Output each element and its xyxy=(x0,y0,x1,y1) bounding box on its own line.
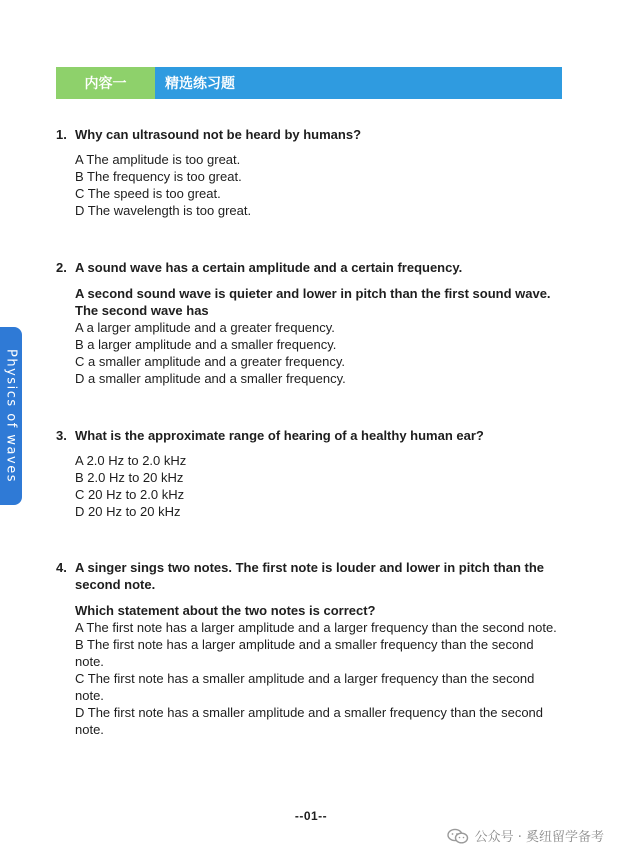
question-number: 3. xyxy=(56,428,67,443)
chapter-side-tab-label: Physics of waves xyxy=(3,349,19,483)
question-text: What is the approximate range of hearing of a healthy human ear? xyxy=(75,428,484,443)
section-title: 精选练习题 xyxy=(155,67,562,99)
question-number: 2. xyxy=(56,260,67,275)
option-a: A a larger amplitude and a greater frequency. xyxy=(75,320,335,335)
option-c: C a smaller amplitude and a greater frequency. xyxy=(75,354,346,369)
question-text: A sound wave has a certain amplitude and a certain frequency. xyxy=(75,260,463,275)
question-4 xyxy=(56,559,566,738)
option-a: A The first note has a larger amplitude and a larger frequency than the second note. xyxy=(75,620,557,635)
option-d: D 20 Hz to 20 kHz xyxy=(75,504,181,519)
options-list xyxy=(75,319,566,387)
options-list xyxy=(75,452,566,520)
option-c: C 20 Hz to 2.0 kHz xyxy=(75,487,185,502)
question-text: Why can ultrasound not be heard by humans? xyxy=(75,127,362,142)
option-d: D The first note has a smaller amplitude and a smaller frequency than the second note. xyxy=(75,705,544,737)
section-tag: 内容一 xyxy=(56,67,155,99)
page-number: --01-- xyxy=(294,809,328,823)
option-c: C The speed is too great. xyxy=(75,186,221,201)
question-stem: A second sound wave is quieter and lower in pitch than the first sound wave. The second wave has xyxy=(75,286,551,318)
section-header xyxy=(56,67,562,99)
chapter-side-tab xyxy=(0,327,22,505)
option-d: D The wavelength is too great. xyxy=(75,203,252,218)
question-number: 4. xyxy=(56,560,67,575)
wechat-icon xyxy=(447,828,469,844)
question-text: A singer sings two notes. The first note is louder and lower in pitch than the second note. xyxy=(75,560,545,592)
option-b: B 2.0 Hz to 20 kHz xyxy=(75,470,184,485)
question-3 xyxy=(56,427,566,520)
option-b: B The first note has a larger amplitude and a smaller frequency than the second note. xyxy=(75,637,534,669)
option-c: C The first note has a smaller amplitude and a larger frequency than the second note. xyxy=(75,671,535,703)
options-list xyxy=(75,151,566,219)
question-1 xyxy=(56,126,566,219)
option-b: B a larger amplitude and a smaller frequency. xyxy=(75,337,337,352)
watermark-text: 公众号 · 奚纽留学备考 xyxy=(474,830,604,845)
question-number: 1. xyxy=(56,127,67,142)
question-2 xyxy=(56,259,566,387)
option-a: A 2.0 Hz to 2.0 kHz xyxy=(75,453,187,468)
option-a: A The amplitude is too great. xyxy=(75,152,241,167)
watermark xyxy=(447,826,604,845)
options-list xyxy=(75,619,566,738)
option-b: B The frequency is too great. xyxy=(75,169,242,184)
option-d: D a smaller amplitude and a smaller frequency. xyxy=(75,371,346,386)
question-stem: Which statement about the two notes is correct? xyxy=(75,603,376,618)
